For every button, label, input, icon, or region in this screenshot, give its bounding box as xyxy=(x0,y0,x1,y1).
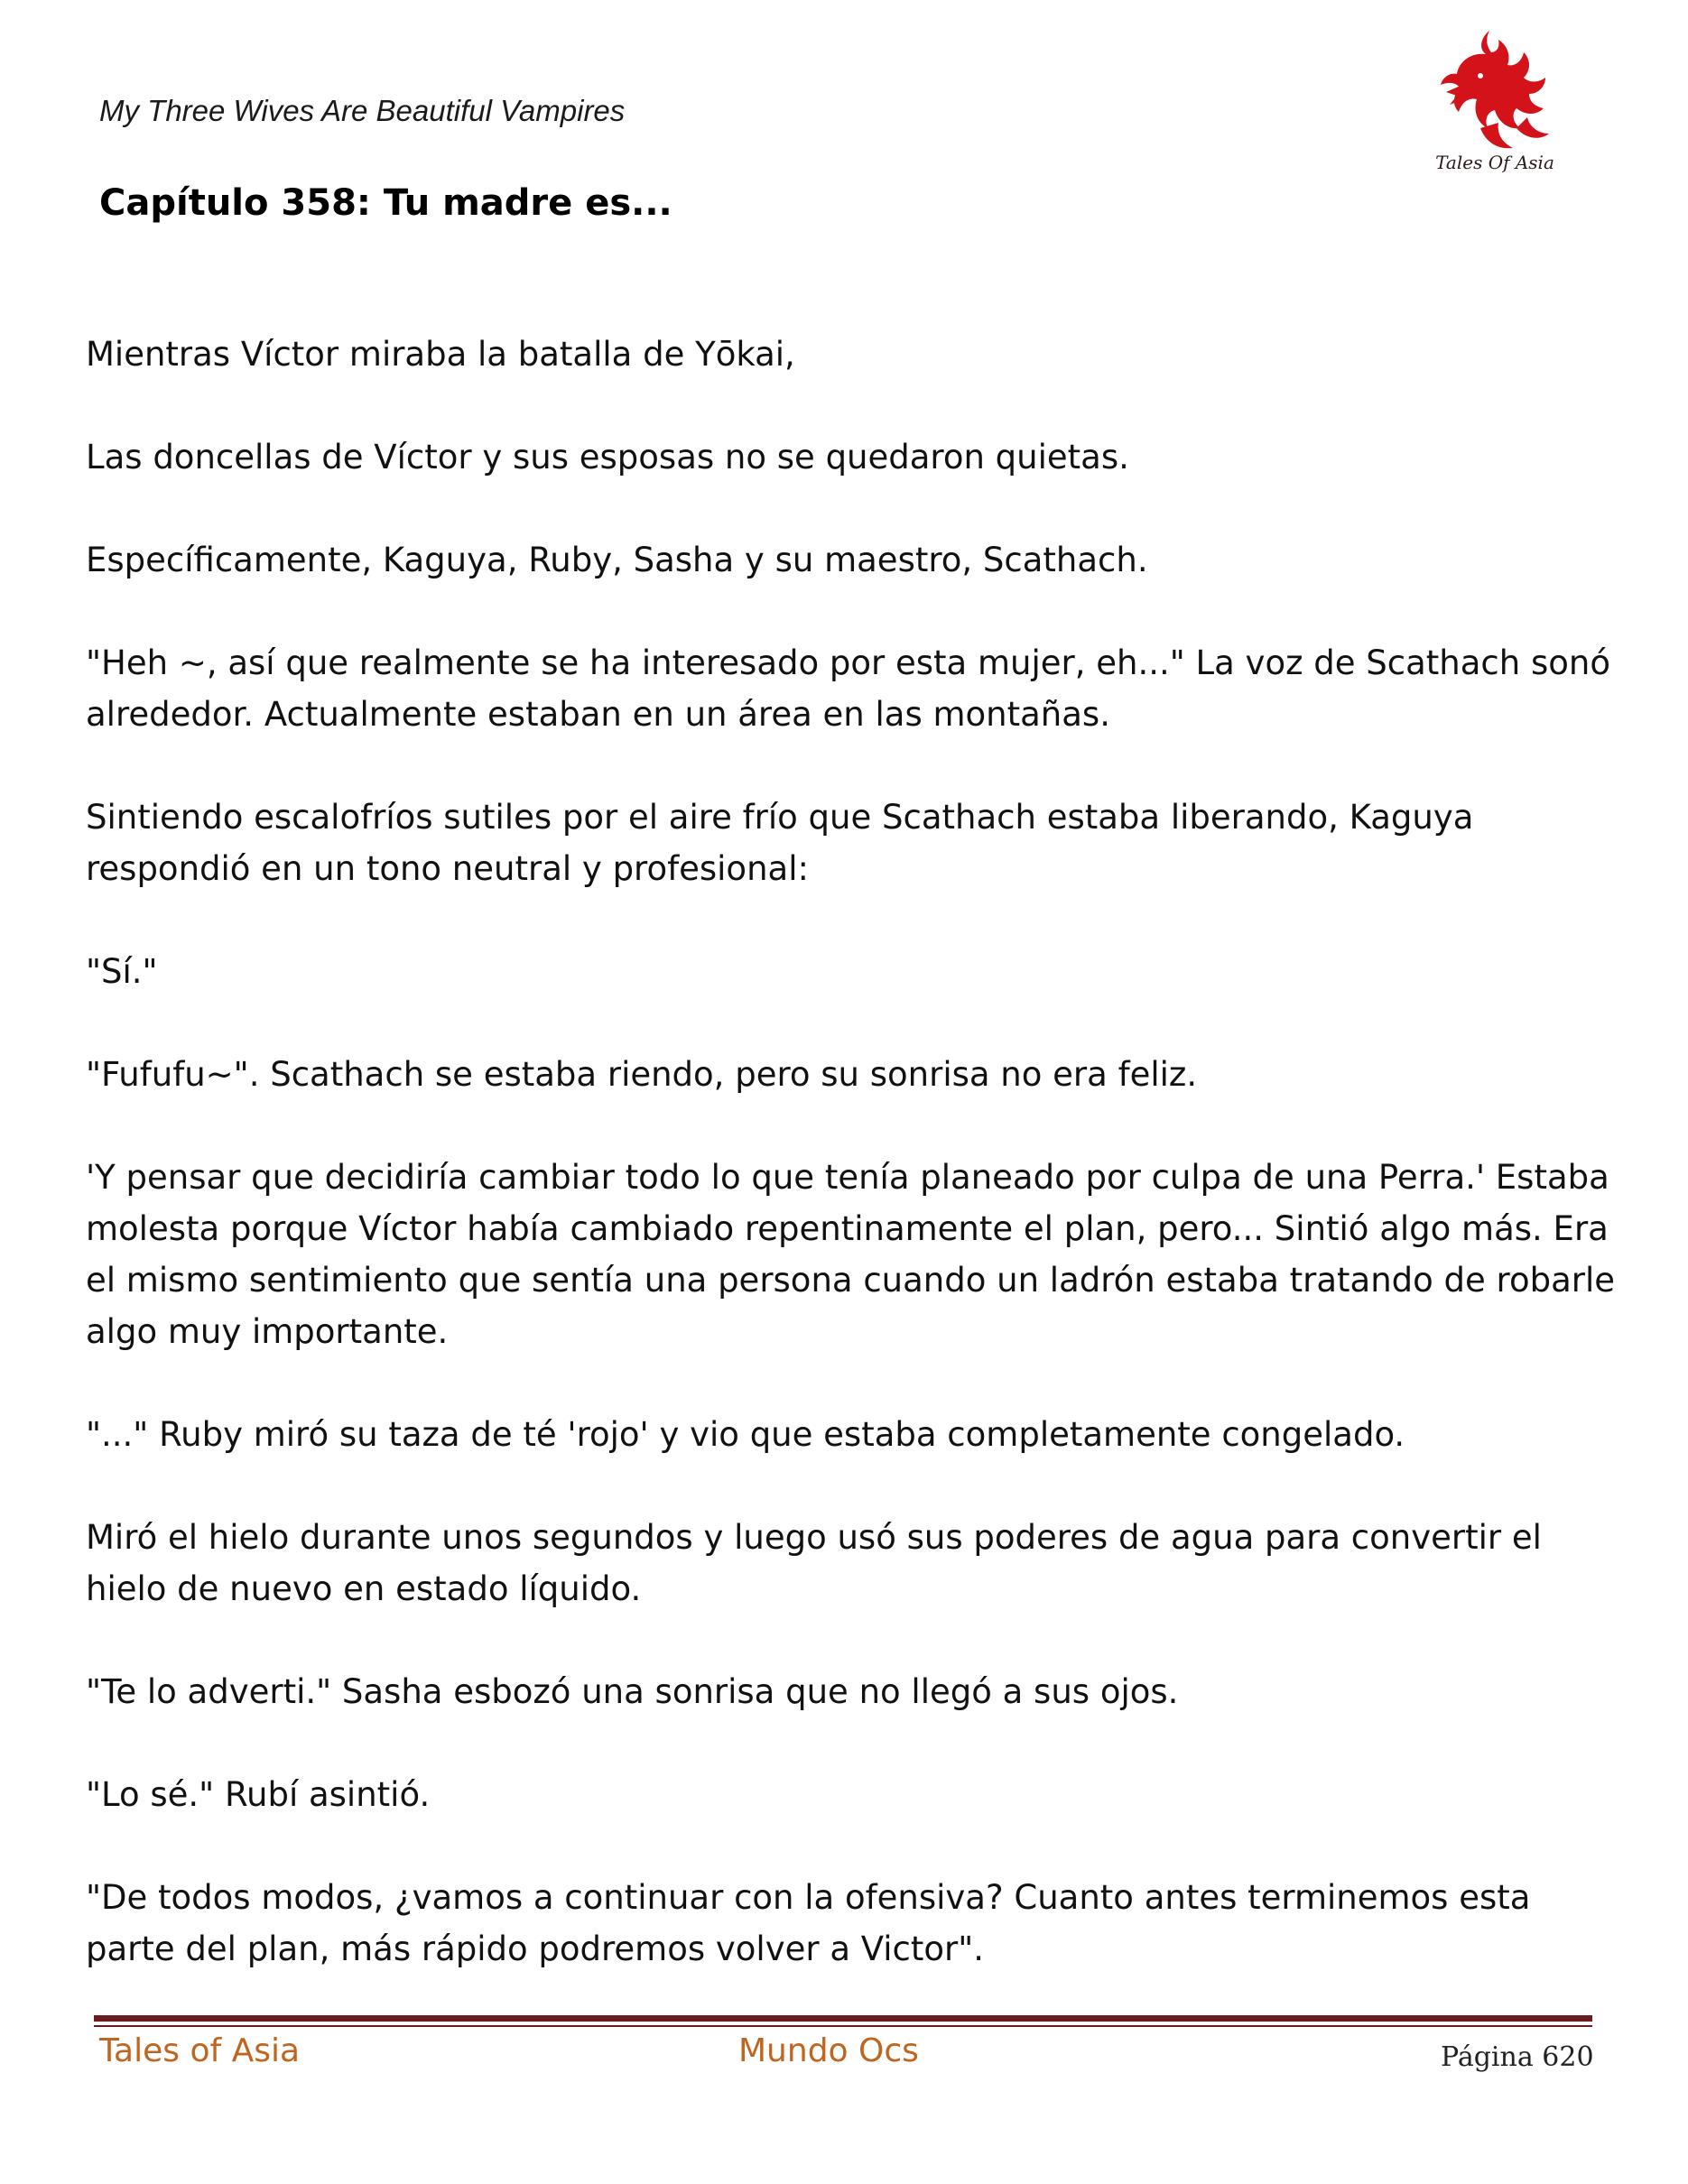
footer-site-name: Tales of Asia xyxy=(99,2032,301,2069)
footer-section: Mundo Ocs xyxy=(738,2032,919,2069)
paragraph: "Sí." xyxy=(86,952,158,991)
paragraph: 'Y pensar que decidiría cambiar todo lo que tenía planeado por culpa de una Perra.' Estaba molesta porque Víctor había cambiado repentinamente el plan, pero... Sintió algo más. Era el mismo sentimiento que sentía una persona cuando un ladrón estaba tratando de robarle algo muy importante. xyxy=(86,1158,1615,1351)
page-number: Página 620 xyxy=(1441,2041,1594,2073)
paragraph: Las doncellas de Víctor y sus esposas no se quedaron quietas. xyxy=(86,438,1129,477)
paragraph: "Fufufu~". Scathach se estaba riendo, pero su sonrisa no era feliz. xyxy=(86,1055,1198,1094)
logo-text: Tales Of Asia xyxy=(1435,152,1554,173)
chapter-title: Capítulo 358: Tu madre es... xyxy=(99,182,672,224)
paragraph: "Heh ~, así que realmente se ha interesado por esta mujer, eh..." La voz de Scathach sonó alrededor. Actualmente estaban en un área en las montañas. xyxy=(86,643,1610,734)
book-title: My Three Wives Are Beautiful Vampires xyxy=(99,94,626,127)
paragraph: "Te lo adverti." Sasha esbozó una sonrisa que no llegó a sus ojos. xyxy=(86,1672,1179,1711)
footer-divider xyxy=(94,2015,1592,2022)
paragraph: "..." Ruby miró su taza de té 'rojo' y vio que estaba completamente congelado. xyxy=(86,1415,1405,1454)
footer-divider-thin xyxy=(94,2025,1592,2027)
chapter-body xyxy=(86,329,1620,2026)
paragraph: "Lo sé." Rubí asintió. xyxy=(86,1775,431,1814)
paragraph: Mientras Víctor miraba la batalla de Yōkai, xyxy=(86,335,795,374)
paragraph: Específicamente, Kaguya, Ruby, Sasha y su maestro, Scathach. xyxy=(86,541,1148,579)
paragraph: Sintiendo escalofríos sutiles por el aire frío que Scathach estaba liberando, Kaguya respondió en un tono neutral y profesional: xyxy=(86,798,1474,888)
paragraph: Miró el hielo durante unos segundos y luego usó sus poderes de agua para convertir el hielo de nuevo en estado líquido. xyxy=(86,1518,1542,1608)
paragraph: "De todos modos, ¿vamos a continuar con la ofensiva? Cuanto antes terminemos esta parte del plan, más rápido podremos volver a Victor". xyxy=(86,1878,1531,1968)
